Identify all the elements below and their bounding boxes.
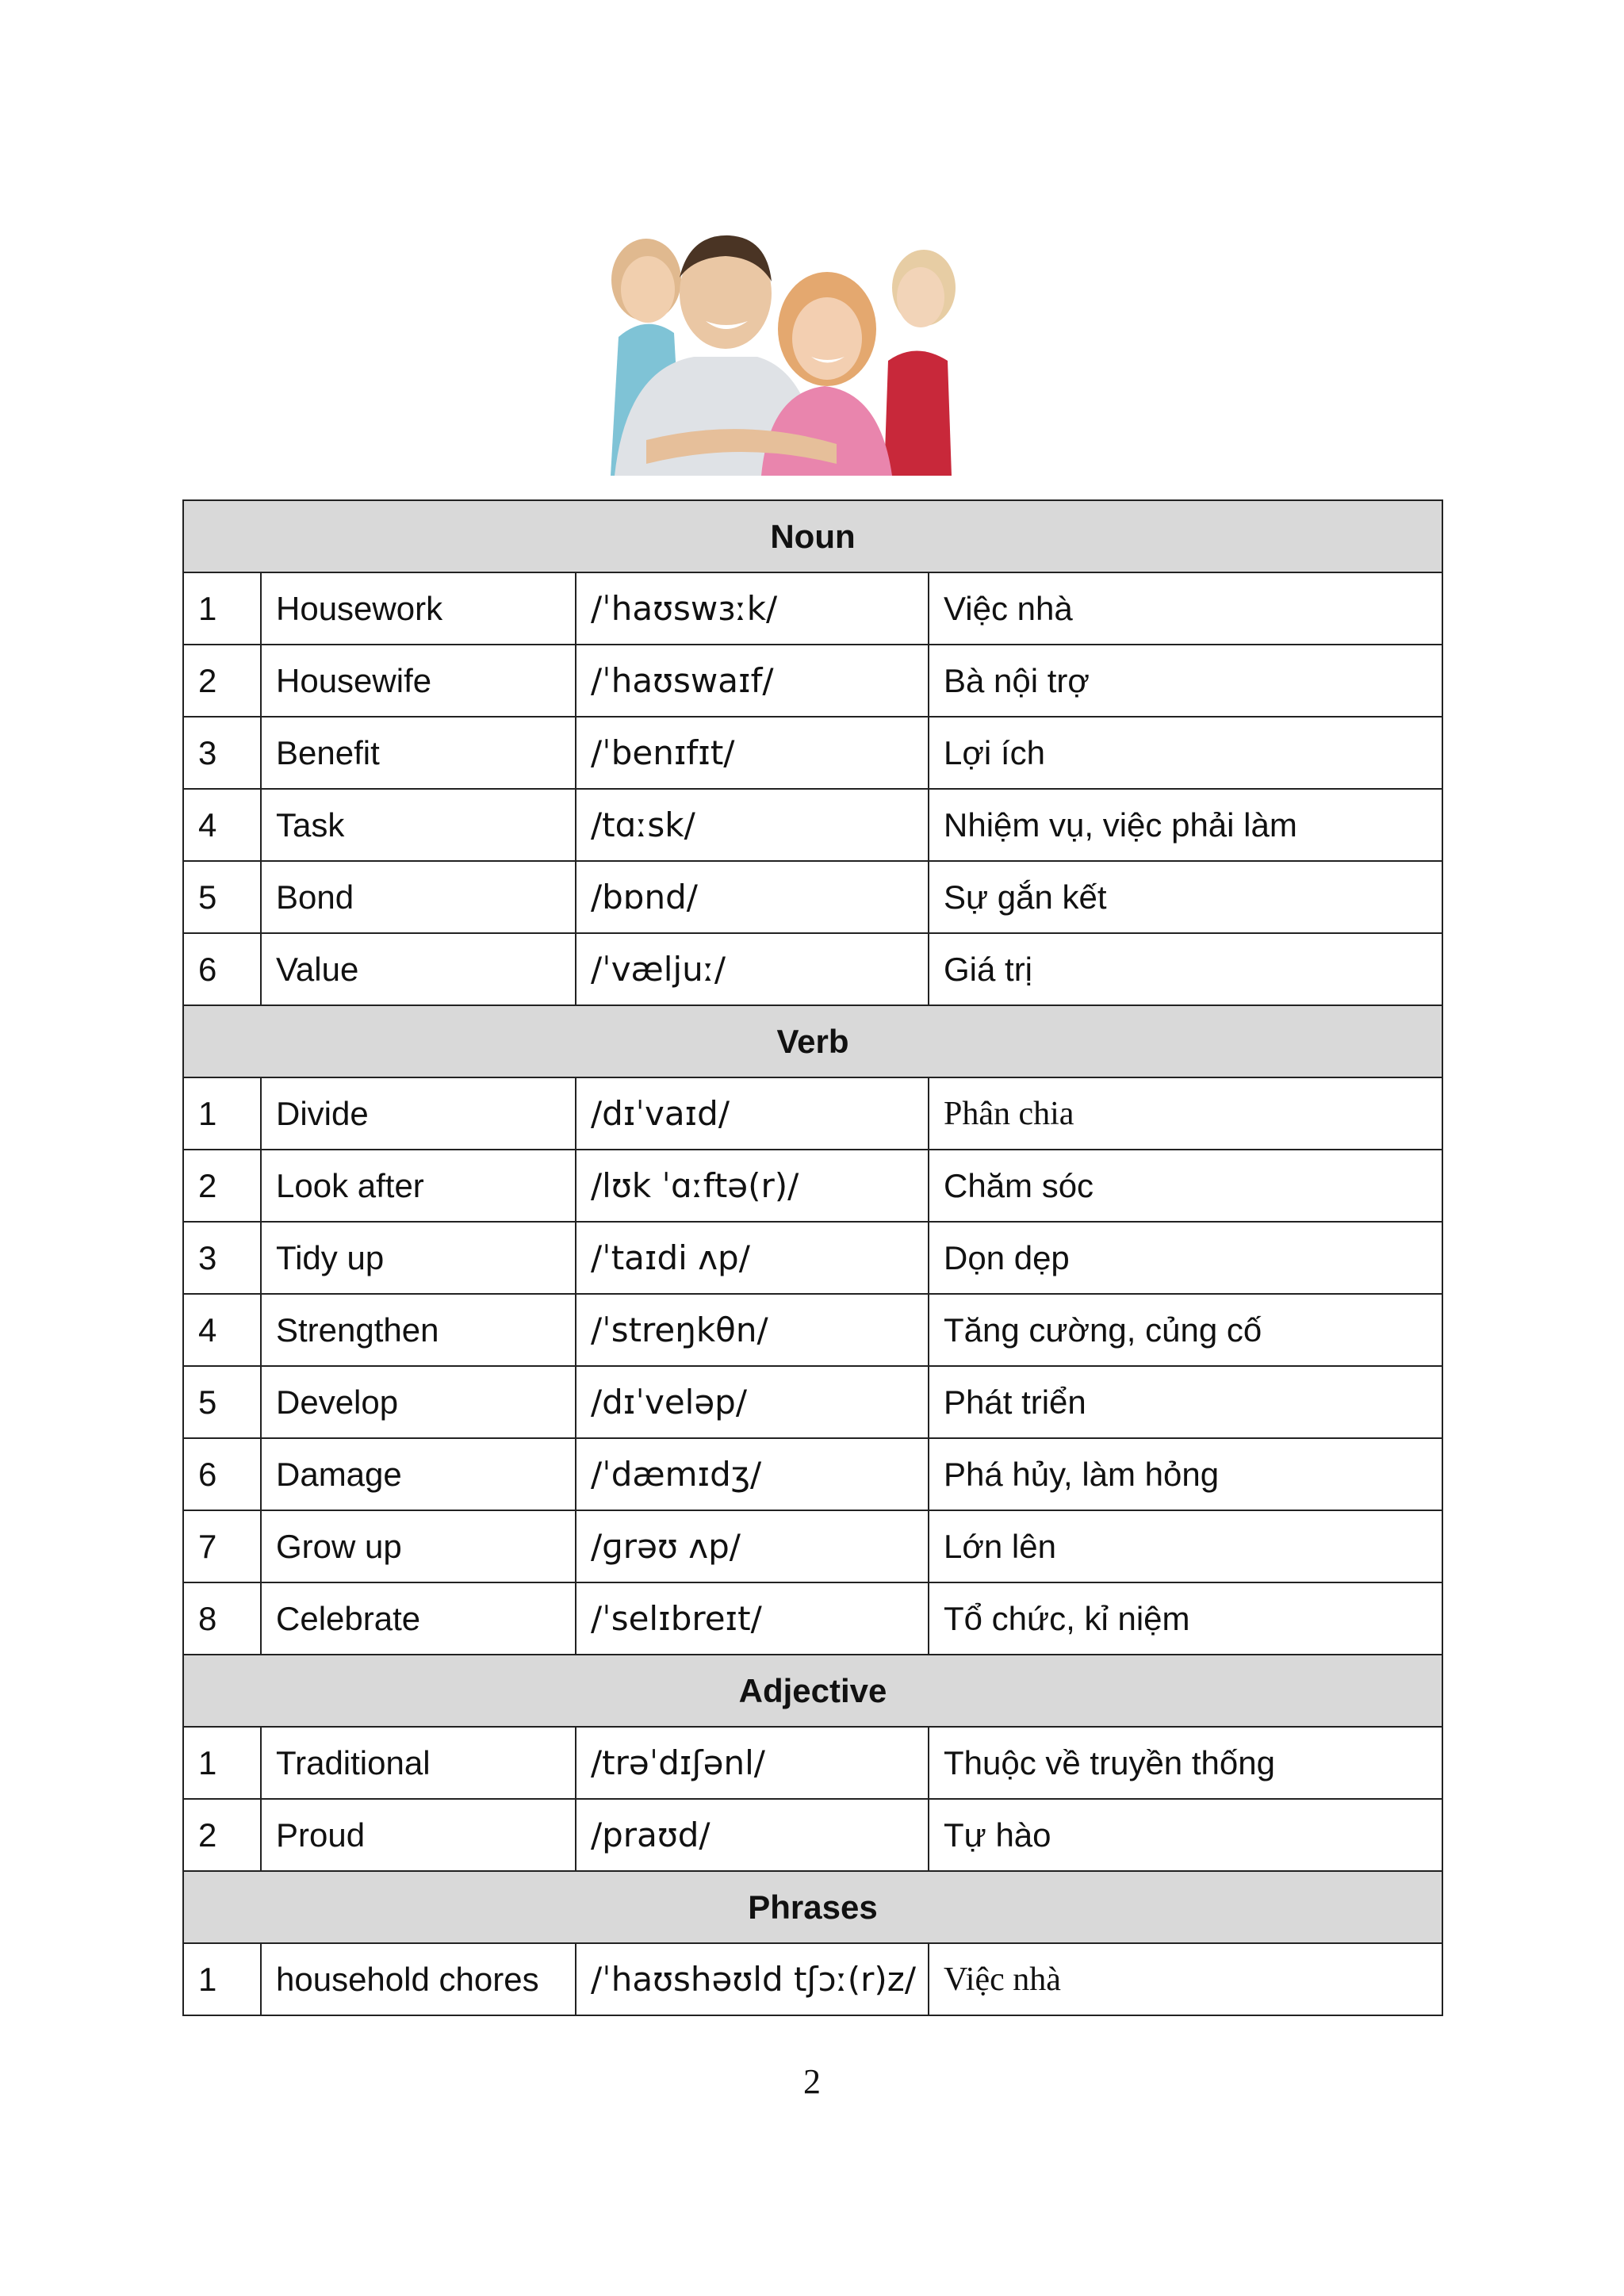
page-number: 2 xyxy=(803,2062,821,2101)
vocab-pronunciation: /ˈhaʊshəʊld tʃɔː(r)z/ xyxy=(576,1943,929,2015)
vocab-row xyxy=(183,1150,1442,1222)
row-number: 1 xyxy=(183,572,261,645)
vocab-row xyxy=(183,717,1442,789)
vocab-meaning: Dọn dẹp xyxy=(929,1222,1442,1294)
section-header-row xyxy=(183,500,1442,572)
vocab-row xyxy=(183,1799,1442,1871)
vocab-word: Divide xyxy=(261,1077,576,1150)
vocab-row xyxy=(183,1727,1442,1799)
row-number: 1 xyxy=(183,1077,261,1150)
vocab-pronunciation: /ˈhaʊswɜːk/ xyxy=(576,572,929,645)
vocab-meaning: Việc nhà xyxy=(929,572,1442,645)
vocab-pronunciation: /trəˈdɪʃənl/ xyxy=(576,1727,929,1799)
son-figure xyxy=(884,250,956,476)
vocab-word: Benefit xyxy=(261,717,576,789)
vocab-pronunciation: /praʊd/ xyxy=(576,1799,929,1871)
vocab-pronunciation: /ˈdæmɪdʒ/ xyxy=(576,1438,929,1510)
vocab-row xyxy=(183,1222,1442,1294)
vocab-row xyxy=(183,572,1442,645)
vocab-row xyxy=(183,1510,1442,1582)
vocab-meaning: Lợi ích xyxy=(929,717,1442,789)
vocab-row xyxy=(183,933,1442,1005)
vocab-meaning: Lớn lên xyxy=(929,1510,1442,1582)
vocab-word: Grow up xyxy=(261,1510,576,1582)
section-title: Adjective xyxy=(183,1655,1442,1727)
row-number: 7 xyxy=(183,1510,261,1582)
row-number: 2 xyxy=(183,1799,261,1871)
row-number: 3 xyxy=(183,1222,261,1294)
vocab-word: Strengthen xyxy=(261,1294,576,1366)
vocab-word: Value xyxy=(261,933,576,1005)
vocab-word: Housework xyxy=(261,572,576,645)
section-header-row xyxy=(183,1005,1442,1077)
vocab-pronunciation: /ˈselɪbreɪt/ xyxy=(576,1582,929,1655)
vocab-meaning: Bà nội trợ xyxy=(929,645,1442,717)
vocab-meaning: Chăm sóc xyxy=(929,1150,1442,1222)
vocab-pronunciation: /dɪˈvaɪd/ xyxy=(576,1077,929,1150)
vocab-word: Tidy up xyxy=(261,1222,576,1294)
vocab-pronunciation: /tɑːsk/ xyxy=(576,789,929,861)
vocab-row xyxy=(183,1943,1442,2015)
vocabulary-table xyxy=(182,499,1443,2016)
vocab-meaning: Tổ chức, kỉ niệm xyxy=(929,1582,1442,1655)
vocab-word: Look after xyxy=(261,1150,576,1222)
vocab-pronunciation: /ɡrəʊ ʌp/ xyxy=(576,1510,929,1582)
vocab-word: Develop xyxy=(261,1366,576,1438)
row-number: 2 xyxy=(183,1150,261,1222)
vocab-row xyxy=(183,1077,1442,1150)
section-header-row xyxy=(183,1655,1442,1727)
vocab-meaning: Phân chia xyxy=(929,1077,1442,1150)
section-header-row xyxy=(183,1871,1442,1943)
vocab-pronunciation: /bɒnd/ xyxy=(576,861,929,933)
row-number: 4 xyxy=(183,789,261,861)
row-number: 3 xyxy=(183,717,261,789)
vocab-row xyxy=(183,645,1442,717)
vocab-pronunciation: /ˈstreŋkθn/ xyxy=(576,1294,929,1366)
vocab-pronunciation: /lʊk ˈɑːftə(r)/ xyxy=(576,1150,929,1222)
vocab-pronunciation: /ˈbenɪfɪt/ xyxy=(576,717,929,789)
vocab-meaning: Phát triển xyxy=(929,1366,1442,1438)
row-number: 6 xyxy=(183,1438,261,1510)
row-number: 5 xyxy=(183,1366,261,1438)
row-number: 8 xyxy=(183,1582,261,1655)
vocab-meaning: Tăng cường, củng cố xyxy=(929,1294,1442,1366)
vocab-row xyxy=(183,1294,1442,1366)
vocab-pronunciation: /ˈtaɪdi ʌp/ xyxy=(576,1222,929,1294)
vocab-word: Housewife xyxy=(261,645,576,717)
vocab-row xyxy=(183,1438,1442,1510)
vocab-row xyxy=(183,861,1442,933)
vocab-pronunciation: /ˈhaʊswaɪf/ xyxy=(576,645,929,717)
vocab-word: Damage xyxy=(261,1438,576,1510)
section-title: Verb xyxy=(183,1005,1442,1077)
vocab-meaning: Tự hào xyxy=(929,1799,1442,1871)
vocab-word: household chores xyxy=(261,1943,576,2015)
vocab-row xyxy=(183,1366,1442,1438)
vocab-word: Traditional xyxy=(261,1727,576,1799)
vocab-meaning: Giá trị xyxy=(929,933,1442,1005)
section-title: Phrases xyxy=(183,1871,1442,1943)
row-number: 2 xyxy=(183,645,261,717)
vocab-meaning: Việc nhà xyxy=(929,1943,1442,2015)
section-title: Noun xyxy=(183,500,1442,572)
row-number: 4 xyxy=(183,1294,261,1366)
vocab-pronunciation: /dɪˈveləp/ xyxy=(576,1366,929,1438)
row-number: 1 xyxy=(183,1727,261,1799)
vocab-row xyxy=(183,789,1442,861)
vocab-row xyxy=(183,1582,1442,1655)
vocab-meaning: Sự gắn kết xyxy=(929,861,1442,933)
vocab-meaning: Thuộc về truyền thống xyxy=(929,1727,1442,1799)
family-photo xyxy=(599,202,971,476)
row-number: 6 xyxy=(183,933,261,1005)
vocab-meaning: Nhiệm vụ, việc phải làm xyxy=(929,789,1442,861)
row-number: 5 xyxy=(183,861,261,933)
vocab-word: Bond xyxy=(261,861,576,933)
row-number: 1 xyxy=(183,1943,261,2015)
vocab-meaning: Phá hủy, làm hỏng xyxy=(929,1438,1442,1510)
vocab-pronunciation: /ˈvæljuː/ xyxy=(576,933,929,1005)
vocab-word: Celebrate xyxy=(261,1582,576,1655)
vocab-word: Task xyxy=(261,789,576,861)
vocab-word: Proud xyxy=(261,1799,576,1871)
